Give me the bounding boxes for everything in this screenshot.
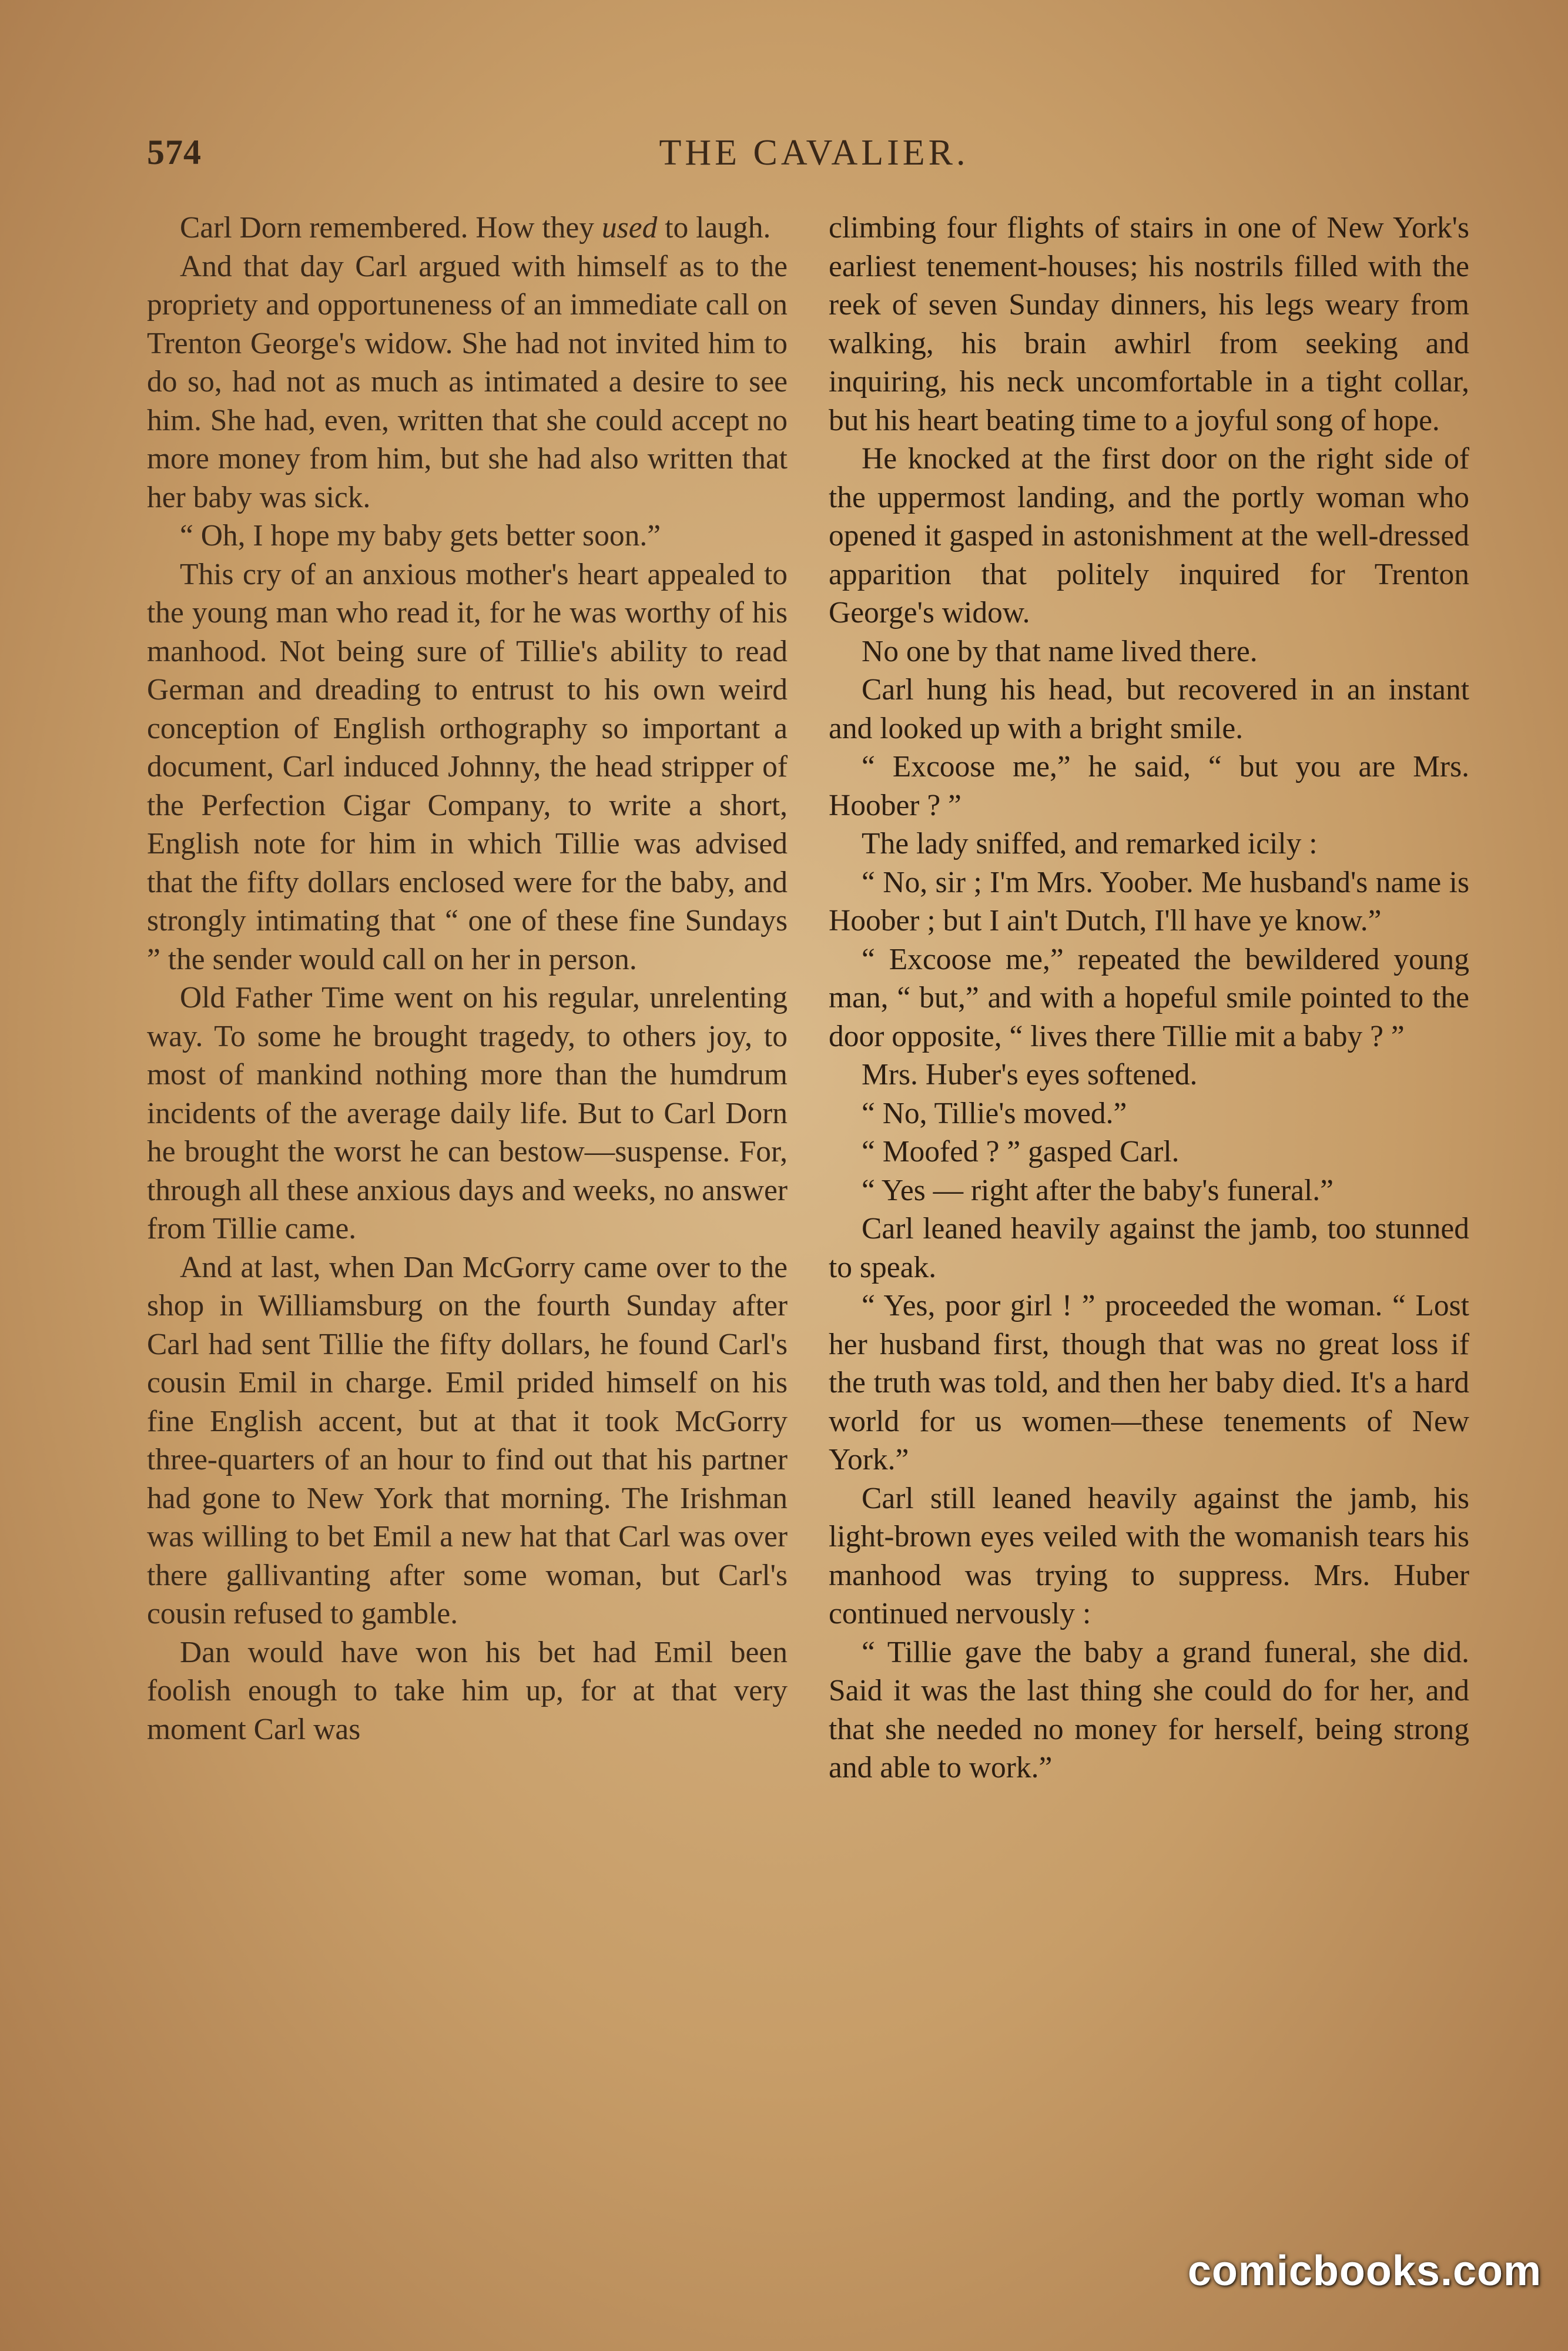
paragraph: Carl leaned heavily against the jamb, too stunned to speak. [829, 1212, 1469, 1284]
page-header [147, 132, 1481, 185]
paragraph: And that day Carl argued with himself as to the propriety and opportuneness of an immediate call on Trenton George's widow. She had not invited him to do so, had not as much as intimated a desire to see him. She had, even, written that she could accept no more money from him, but she had also written that her baby was sick. [147, 249, 788, 514]
paragraph: “ Excoose me,” he said, “ but you are Mrs. Hoober ? ” [829, 750, 1469, 822]
paragraph: “ Excoose me,” repeated the bewildered young man, “ but,” and with a hopeful smile pointed to the door opposite, “ lives there Tillie mit a baby ? ” [829, 942, 1469, 1053]
paragraph: “ Tillie gave the baby a grand funeral, she did. Said it was the last thing she could do for her, and that she needed no money for herself, being strong and able to work.” [829, 1635, 1469, 1784]
site-watermark: comicbooks.com [1187, 2248, 1542, 2295]
paragraph: Old Father Time went on his regular, unrelenting way. To some he brought tragedy, to others joy, to most of mankind nothing more than the humdrum incidents of the average daily life. But to Carl Dorn he brought the worst he can bestow—suspense. For, through all these anxious days and weeks, no answer from Tillie came. [147, 981, 788, 1245]
paragraph: “ Yes — right after the baby's funeral.” [862, 1173, 1334, 1207]
paragraph: Carl Dorn remembered. How they used to laugh. [180, 211, 771, 245]
running-title: THE CAVALIER. [659, 133, 969, 173]
paragraph: The lady sniffed, and remarked icily : [862, 827, 1318, 860]
paragraph: No one by that name lived there. [862, 634, 1258, 668]
paragraph: climbing four flights of stairs in one of New York's earliest tenement-houses; his nostrils filled with the reek of seven Sunday dinners, his legs weary from walking, his brain awhirl from seeking and inquiring, his neck uncomfortable in a tight collar, but his heart beating time to a joyful song of hope. [829, 211, 1469, 437]
left-column [147, 209, 788, 1749]
paragraph: “ Yes, poor girl ! ” proceeded the woman. “ Lost her husband first, though that was no great loss if the truth was told, and then her baby died. It's a hard world for us women—these tenements of New York.” [829, 1289, 1469, 1476]
paragraph: “ Moofed ? ” gasped Carl. [862, 1135, 1180, 1168]
paragraph: “ No, sir ; I'm Mrs. Yoober. Me husband's name is Hoober ; but I ain't Dutch, I'll have ye know.” [829, 865, 1469, 937]
paragraph: And at last, when Dan McGorry came over to the shop in Williamsburg on the fourth Sunday after Carl had sent Tillie the fifty dollars, he found Carl's cousin Emil in charge. Emil prided himself on his fine English accent, but at that it took McGorry three-quarters of an hour to find out that his partner had gone to New York that morning. The Irishman was willing to bet Emil a new hat that Carl was over there gallivanting after some woman, but Carl's cousin refused to gamble. [147, 1250, 788, 1630]
right-column [829, 209, 1469, 1787]
paragraph: Mrs. Huber's eyes softened. [862, 1058, 1198, 1091]
paragraph: “ Oh, I hope my baby gets better soon.” [180, 519, 661, 552]
page-number: 574 [147, 133, 202, 172]
paragraph: This cry of an anxious mother's heart appealed to the young man who read it, for he was worthy of his manhood. Not being sure of Tillie's ability to read German and dreading to entrust to his own weird conception of English orthography so important a document, Carl induced Johnny, the head stripper of the Perfection Cigar Company, to write a short, English note for him in which Tillie was advised that the fifty dollars enclosed were for the baby, and strongly intimating that “ one of these fine Sundays ” the sender would call on her in person. [147, 557, 788, 976]
paragraph: Dan would have won his bet had Emil been foolish enough to take him up, for at that very moment Carl was [147, 1635, 788, 1746]
paragraph: Carl still leaned heavily against the jamb, his light-brown eyes veiled with the womanish tears his manhood was trying to suppress. Mrs. Huber continued nervously : [829, 1481, 1469, 1630]
paragraph: He knocked at the first door on the right side of the uppermost landing, and the portly woman who opened it gasped in astonishment at the well-dressed apparition that politely inquired for Trenton George's widow. [829, 442, 1469, 629]
paragraph: “ No, Tillie's moved.” [862, 1096, 1127, 1130]
emphasis: used [601, 211, 658, 245]
paragraph: Carl hung his head, but recovered in an instant and looked up with a bright smile. [829, 673, 1469, 745]
